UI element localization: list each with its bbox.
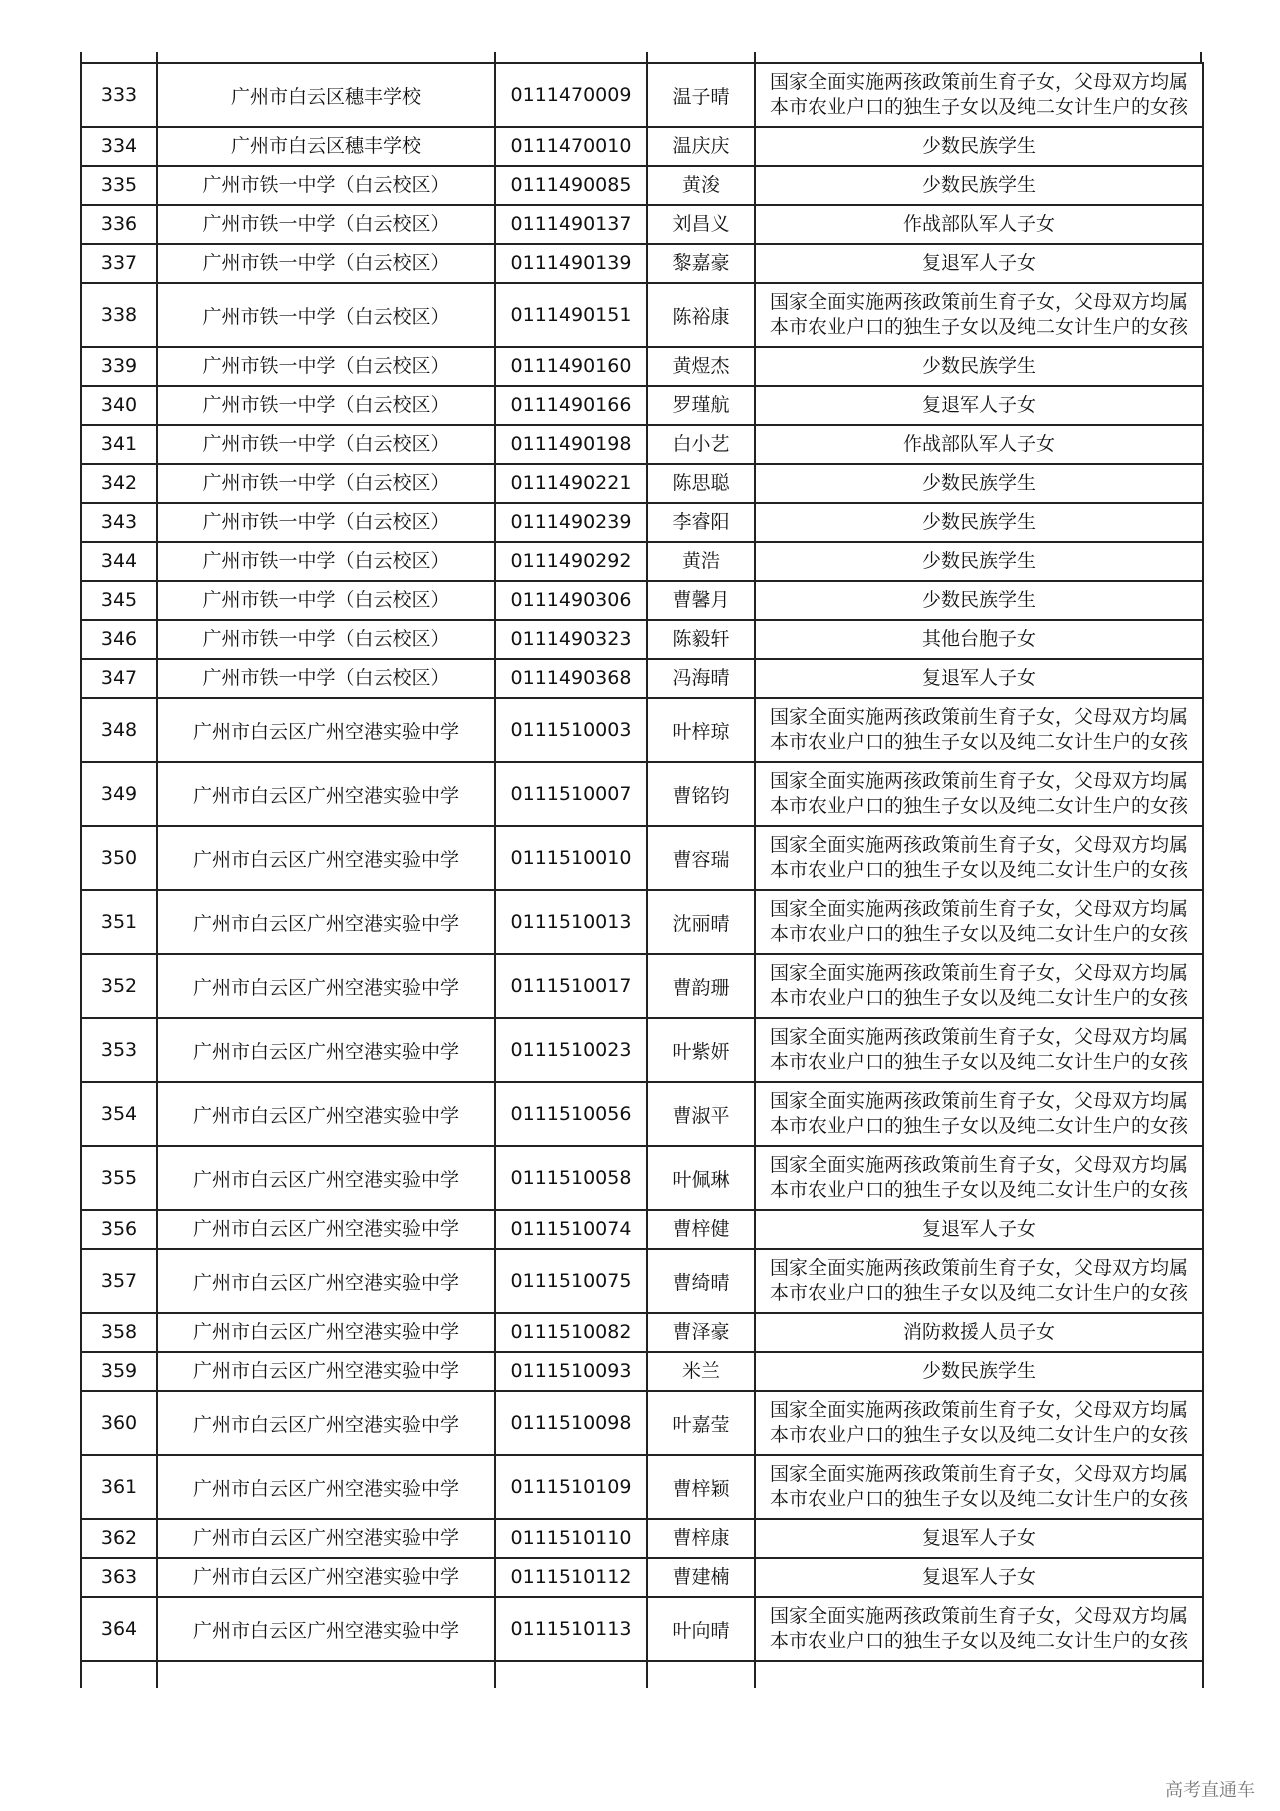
student-id: 0111510109: [495, 1455, 647, 1519]
category-line: 少数民族学生: [921, 174, 1036, 196]
student-name: 米兰: [647, 1352, 755, 1391]
table-row: [81, 1210, 1203, 1249]
category-cell: [755, 659, 1203, 698]
category-line: 国家全面实施两孩政策前生育子女，父母双方均属: [769, 1463, 1188, 1485]
category-cell: [755, 620, 1203, 659]
student-name: 温庆庆: [647, 127, 755, 166]
student-name: 陈裕康: [647, 283, 755, 347]
table-row: [81, 1558, 1203, 1597]
student-name: 叶佩琳: [647, 1146, 755, 1210]
category-cell: [755, 1455, 1203, 1519]
category-cell: [755, 1391, 1203, 1455]
category-cell: [755, 698, 1203, 762]
student-id: 0111510098: [495, 1391, 647, 1455]
school-name: 广州市铁一中学（白云校区）: [157, 581, 495, 620]
student-name: 曹建楠: [647, 1558, 755, 1597]
student-name: 黄浚: [647, 166, 755, 205]
school-name: 广州市白云区穗丰学校: [157, 127, 495, 166]
row-number: 348: [81, 698, 157, 762]
school-name: 广州市白云区广州空港实验中学: [157, 1313, 495, 1352]
category-line: 少数民族学生: [921, 355, 1036, 377]
category-cell: [755, 386, 1203, 425]
student-id: 0111490368: [495, 659, 647, 698]
category-cell: [755, 1249, 1203, 1313]
document-page: [80, 62, 1202, 1688]
continuation-row: [81, 1661, 1203, 1688]
school-name: 广州市铁一中学（白云校区）: [157, 542, 495, 581]
student-name: 曹馨月: [647, 581, 755, 620]
school-name: 广州市铁一中学（白云校区）: [157, 620, 495, 659]
student-id: 0111510023: [495, 1018, 647, 1082]
category-line: 国家全面实施两孩政策前生育子女，父母双方均属: [769, 1399, 1188, 1421]
table-row: [81, 205, 1203, 244]
student-name: 曹韵珊: [647, 954, 755, 1018]
student-id: 0111510112: [495, 1558, 647, 1597]
category-line: 国家全面实施两孩政策前生育子女，父母双方均属: [769, 291, 1188, 313]
table-row: [81, 542, 1203, 581]
category-cell: [755, 1146, 1203, 1210]
school-name: 广州市白云区广州空港实验中学: [157, 1597, 495, 1661]
category-line: 复退军人子女: [921, 667, 1036, 689]
category-line: 少数民族学生: [921, 589, 1036, 611]
row-number: 344: [81, 542, 157, 581]
row-number: 362: [81, 1519, 157, 1558]
school-name: 广州市白云区广州空港实验中学: [157, 1558, 495, 1597]
row-number: 346: [81, 620, 157, 659]
row-number: 355: [81, 1146, 157, 1210]
category-cell: [755, 347, 1203, 386]
category-cell: [755, 1210, 1203, 1249]
category-cell: [755, 1082, 1203, 1146]
student-id: 0111510110: [495, 1519, 647, 1558]
school-name: 广州市白云区穗丰学校: [157, 63, 495, 127]
table-row: [81, 425, 1203, 464]
school-name: 广州市铁一中学（白云校区）: [157, 464, 495, 503]
category-line: 其他台胞子女: [921, 628, 1036, 650]
student-id: 0111490151: [495, 283, 647, 347]
category-cell: [755, 762, 1203, 826]
student-id: 0111510007: [495, 762, 647, 826]
table-row: [81, 698, 1203, 762]
student-name: 黎嘉豪: [647, 244, 755, 283]
category-line: 本市农业户口的独生子女以及纯二女计生户的女孩: [769, 859, 1188, 881]
watermark-text: 高考直通车: [1165, 1780, 1255, 1801]
category-line: 本市农业户口的独生子女以及纯二女计生户的女孩: [769, 1115, 1188, 1137]
category-line: 国家全面实施两孩政策前生育子女，父母双方均属: [769, 962, 1188, 984]
row-number: 342: [81, 464, 157, 503]
school-name: 广州市白云区广州空港实验中学: [157, 1391, 495, 1455]
student-id: 0111510003: [495, 698, 647, 762]
student-name: 曹绮晴: [647, 1249, 755, 1313]
row-number: 338: [81, 283, 157, 347]
school-name: 广州市铁一中学（白云校区）: [157, 166, 495, 205]
category-line: 国家全面实施两孩政策前生育子女，父母双方均属: [769, 1257, 1188, 1279]
category-line: 本市农业户口的独生子女以及纯二女计生户的女孩: [769, 316, 1188, 338]
table-row: [81, 1597, 1203, 1661]
row-number: 352: [81, 954, 157, 1018]
student-id: 0111510113: [495, 1597, 647, 1661]
table-row: [81, 503, 1203, 542]
category-cell: [755, 127, 1203, 166]
school-name: 广州市铁一中学（白云校区）: [157, 659, 495, 698]
school-name: 广州市白云区广州空港实验中学: [157, 890, 495, 954]
row-number: 340: [81, 386, 157, 425]
student-name: 沈丽晴: [647, 890, 755, 954]
table-row: [81, 954, 1203, 1018]
student-id: 0111510082: [495, 1313, 647, 1352]
school-name: 广州市白云区广州空港实验中学: [157, 1146, 495, 1210]
category-line: 本市农业户口的独生子女以及纯二女计生户的女孩: [769, 987, 1188, 1009]
school-name: 广州市白云区广州空港实验中学: [157, 1519, 495, 1558]
student-name: 曹铭钧: [647, 762, 755, 826]
category-line: 消防救援人员子女: [902, 1321, 1055, 1343]
category-line: 本市农业户口的独生子女以及纯二女计生户的女孩: [769, 1051, 1188, 1073]
category-line: 复退军人子女: [921, 1527, 1036, 1549]
row-number: 339: [81, 347, 157, 386]
category-cell: [755, 1519, 1203, 1558]
table-row: [81, 890, 1203, 954]
category-line: 国家全面实施两孩政策前生育子女，父母双方均属: [769, 834, 1188, 856]
student-name: 黄浩: [647, 542, 755, 581]
student-id: 0111490139: [495, 244, 647, 283]
category-line: 复退军人子女: [921, 1218, 1036, 1240]
table-row: [81, 283, 1203, 347]
row-number: 354: [81, 1082, 157, 1146]
student-name: 曹泽豪: [647, 1313, 755, 1352]
student-id: 0111470009: [495, 63, 647, 127]
table-row: [81, 1249, 1203, 1313]
category-line: 作战部队军人子女: [902, 433, 1055, 455]
table-body: [81, 63, 1203, 1661]
category-cell: [755, 166, 1203, 205]
table-row: [81, 1146, 1203, 1210]
row-number: 361: [81, 1455, 157, 1519]
table-row: [81, 581, 1203, 620]
row-number: 343: [81, 503, 157, 542]
category-line: 少数民族学生: [921, 1360, 1036, 1382]
school-name: 广州市铁一中学（白云校区）: [157, 503, 495, 542]
category-line: 本市农业户口的独生子女以及纯二女计生户的女孩: [769, 795, 1188, 817]
category-line: 本市农业户口的独生子女以及纯二女计生户的女孩: [769, 96, 1188, 118]
category-line: 本市农业户口的独生子女以及纯二女计生户的女孩: [769, 1424, 1188, 1446]
student-name: 李睿阳: [647, 503, 755, 542]
category-cell: [755, 1597, 1203, 1661]
table-row: [81, 464, 1203, 503]
student-id: 0111490085: [495, 166, 647, 205]
row-number: 336: [81, 205, 157, 244]
table-row: [81, 659, 1203, 698]
student-id: 0111470010: [495, 127, 647, 166]
table-row: [81, 620, 1203, 659]
category-cell: [755, 1018, 1203, 1082]
row-number: 335: [81, 166, 157, 205]
table-row: [81, 244, 1203, 283]
school-name: 广州市白云区广州空港实验中学: [157, 1018, 495, 1082]
school-name: 广州市白云区广州空港实验中学: [157, 1082, 495, 1146]
school-name: 广州市白云区广州空港实验中学: [157, 698, 495, 762]
school-name: 广州市白云区广州空港实验中学: [157, 954, 495, 1018]
school-name: 广州市白云区广州空港实验中学: [157, 826, 495, 890]
table-row: [81, 347, 1203, 386]
row-number: 337: [81, 244, 157, 283]
student-name: 曹淑平: [647, 1082, 755, 1146]
table-row: [81, 386, 1203, 425]
category-line: 本市农业户口的独生子女以及纯二女计生户的女孩: [769, 1282, 1188, 1304]
table-row: [81, 1352, 1203, 1391]
student-name: 温子晴: [647, 63, 755, 127]
student-name: 冯海晴: [647, 659, 755, 698]
row-number: 363: [81, 1558, 157, 1597]
category-line: 本市农业户口的独生子女以及纯二女计生户的女孩: [769, 1488, 1188, 1510]
student-id: 0111490198: [495, 425, 647, 464]
category-cell: [755, 954, 1203, 1018]
student-list-table: [80, 62, 1204, 1688]
category-cell: [755, 1352, 1203, 1391]
student-name: 曹梓健: [647, 1210, 755, 1249]
table-row: [81, 1455, 1203, 1519]
student-id: 0111490221: [495, 464, 647, 503]
category-cell: [755, 425, 1203, 464]
row-number: 350: [81, 826, 157, 890]
row-number: 360: [81, 1391, 157, 1455]
table-tail: [81, 1661, 1203, 1688]
school-name: 广州市铁一中学（白云校区）: [157, 205, 495, 244]
category-line: 少数民族学生: [921, 472, 1036, 494]
row-number: 353: [81, 1018, 157, 1082]
table-row: [81, 1082, 1203, 1146]
category-cell: [755, 244, 1203, 283]
student-name: 曹容瑞: [647, 826, 755, 890]
category-line: 少数民族学生: [921, 135, 1036, 157]
category-line: 国家全面实施两孩政策前生育子女，父母双方均属: [769, 1026, 1188, 1048]
category-line: 国家全面实施两孩政策前生育子女，父母双方均属: [769, 71, 1188, 93]
school-name: 广州市白云区广州空港实验中学: [157, 1249, 495, 1313]
category-cell: [755, 205, 1203, 244]
category-line: 少数民族学生: [921, 511, 1036, 533]
school-name: 广州市白云区广州空港实验中学: [157, 1455, 495, 1519]
category-cell: [755, 1558, 1203, 1597]
category-cell: [755, 581, 1203, 620]
student-id: 0111510017: [495, 954, 647, 1018]
student-name: 叶嘉莹: [647, 1391, 755, 1455]
table-row: [81, 1519, 1203, 1558]
student-id: 0111510074: [495, 1210, 647, 1249]
category-line: 国家全面实施两孩政策前生育子女，父母双方均属: [769, 1154, 1188, 1176]
table-row: [81, 1018, 1203, 1082]
student-name: 黄煜杰: [647, 347, 755, 386]
row-number: 341: [81, 425, 157, 464]
school-name: 广州市白云区广州空港实验中学: [157, 1352, 495, 1391]
row-number: 333: [81, 63, 157, 127]
row-number: 358: [81, 1313, 157, 1352]
row-number: 356: [81, 1210, 157, 1249]
category-line: 复退军人子女: [921, 252, 1036, 274]
school-name: 广州市铁一中学（白云校区）: [157, 425, 495, 464]
row-number: 364: [81, 1597, 157, 1661]
row-number: 349: [81, 762, 157, 826]
student-name: 白小艺: [647, 425, 755, 464]
category-cell: [755, 542, 1203, 581]
student-name: 叶向晴: [647, 1597, 755, 1661]
student-id: 0111510013: [495, 890, 647, 954]
student-id: 0111490166: [495, 386, 647, 425]
category-cell: [755, 890, 1203, 954]
row-number: 345: [81, 581, 157, 620]
category-line: 国家全面实施两孩政策前生育子女，父母双方均属: [769, 1090, 1188, 1112]
student-id: 0111490323: [495, 620, 647, 659]
table-row: [81, 1391, 1203, 1455]
student-id: 0111510093: [495, 1352, 647, 1391]
student-id: 0111490306: [495, 581, 647, 620]
category-line: 国家全面实施两孩政策前生育子女，父母双方均属: [769, 770, 1188, 792]
student-id: 0111510058: [495, 1146, 647, 1210]
category-cell: [755, 1313, 1203, 1352]
student-name: 陈毅轩: [647, 620, 755, 659]
category-cell: [755, 63, 1203, 127]
table-row: [81, 63, 1203, 127]
school-name: 广州市铁一中学（白云校区）: [157, 283, 495, 347]
category-cell: [755, 283, 1203, 347]
category-cell: [755, 464, 1203, 503]
row-number: 351: [81, 890, 157, 954]
student-name: 曹梓康: [647, 1519, 755, 1558]
category-line: 本市农业户口的独生子女以及纯二女计生户的女孩: [769, 731, 1188, 753]
table-row: [81, 1313, 1203, 1352]
category-line: 国家全面实施两孩政策前生育子女，父母双方均属: [769, 1605, 1188, 1627]
student-id: 0111490160: [495, 347, 647, 386]
category-line: 少数民族学生: [921, 550, 1036, 572]
student-id: 0111490137: [495, 205, 647, 244]
student-id: 0111490239: [495, 503, 647, 542]
student-name: 陈思聪: [647, 464, 755, 503]
category-line: 作战部队军人子女: [902, 213, 1055, 235]
table-row: [81, 826, 1203, 890]
category-cell: [755, 826, 1203, 890]
student-id: 0111510056: [495, 1082, 647, 1146]
student-name: 罗瑾航: [647, 386, 755, 425]
table-row: [81, 127, 1203, 166]
category-line: 国家全面实施两孩政策前生育子女，父母双方均属: [769, 898, 1188, 920]
category-line: 本市农业户口的独生子女以及纯二女计生户的女孩: [769, 1179, 1188, 1201]
student-id: 0111510075: [495, 1249, 647, 1313]
category-cell: [755, 503, 1203, 542]
school-name: 广州市铁一中学（白云校区）: [157, 244, 495, 283]
category-line: 国家全面实施两孩政策前生育子女，父母双方均属: [769, 706, 1188, 728]
category-line: 本市农业户口的独生子女以及纯二女计生户的女孩: [769, 923, 1188, 945]
student-name: 曹梓颖: [647, 1455, 755, 1519]
school-name: 广州市铁一中学（白云校区）: [157, 347, 495, 386]
school-name: 广州市铁一中学（白云校区）: [157, 386, 495, 425]
row-number: 334: [81, 127, 157, 166]
student-id: 0111510010: [495, 826, 647, 890]
category-line: 本市农业户口的独生子女以及纯二女计生户的女孩: [769, 1630, 1188, 1652]
row-number: 347: [81, 659, 157, 698]
row-number: 359: [81, 1352, 157, 1391]
category-line: 复退军人子女: [921, 394, 1036, 416]
category-line: 复退军人子女: [921, 1566, 1036, 1588]
student-name: 叶梓琼: [647, 698, 755, 762]
student-name: 刘昌义: [647, 205, 755, 244]
table-row: [81, 166, 1203, 205]
row-number: 357: [81, 1249, 157, 1313]
table-row: [81, 762, 1203, 826]
student-name: 叶紫妍: [647, 1018, 755, 1082]
school-name: 广州市白云区广州空港实验中学: [157, 762, 495, 826]
school-name: 广州市白云区广州空港实验中学: [157, 1210, 495, 1249]
student-id: 0111490292: [495, 542, 647, 581]
